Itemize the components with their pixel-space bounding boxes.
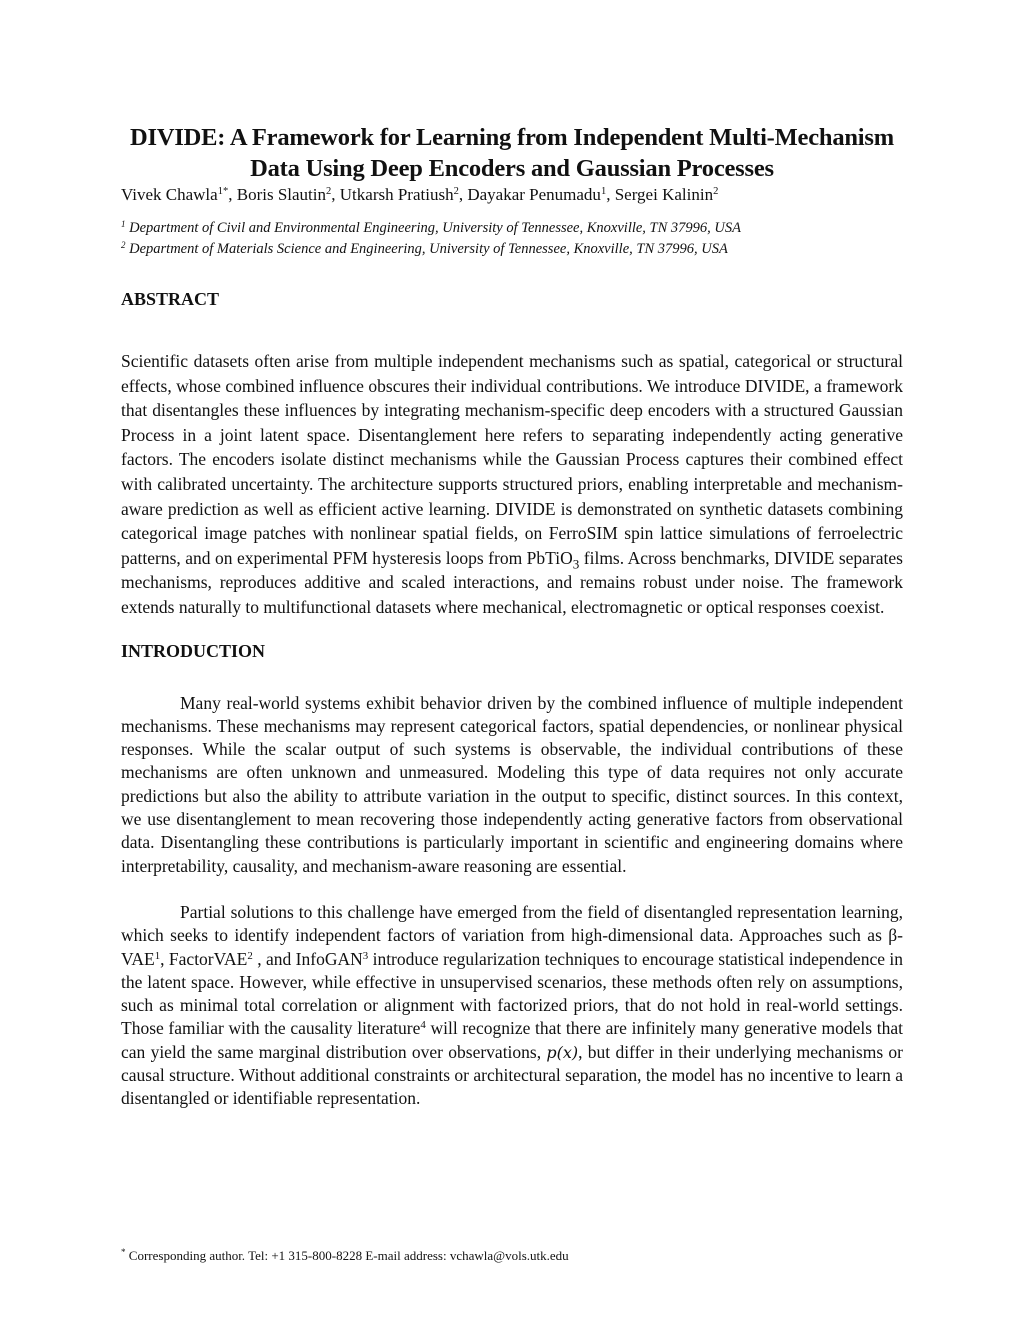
abstract-heading: ABSTRACT — [121, 289, 220, 309]
citation-marker: 3 — [362, 949, 369, 962]
formula-subscript: 3 — [572, 556, 580, 572]
citation-marker: 4 — [420, 1019, 426, 1032]
paper-title: DIVIDE: A Framework for Learning from Independent Multi-Mechanism Data Using Deep Encoders and Gaussian Processes — [130, 124, 894, 182]
footnote-text: Corresponding author. Tel: +1 315-800-8228 E-mail address: vchawla@vols.utk.edu — [125, 1248, 569, 1263]
abstract-text-continued: films. Across benchmarks, DIVIDE separates mechanisms, reproduces additive and scaled interactions, and remains robust under noise. The framework extends naturally to multifunctional datasets where mechanical, electromagnetic or optical responses coexist. — [121, 547, 903, 617]
paragraph-text: will recognize that there are infinitely many generative models that can yield the same marginal distribution over observations, — [121, 1018, 903, 1062]
citation-marker: 2 — [247, 949, 253, 962]
affiliation-list — [121, 218, 903, 260]
paragraph-text: introduce regularization techniques to encourage statistical independence in the latent space. However, while effective in unsupervised scenarios, these methods often rely on assumptions, such as minimal total correlation or alignment with factorized priors, that do not hold in real-world settings. Those familiar with the causality literature — [121, 948, 904, 1039]
affiliation-marker: 1 — [121, 219, 126, 230]
author-affiliation-marker: 1 — [600, 186, 607, 198]
author-affiliation-marker: 2 — [326, 186, 332, 198]
author-name: Vivek Chawla — [121, 185, 218, 204]
introduction-paragraph-1: Many real-world systems exhibit behavior driven by the combined influence of multiple independent mechanisms. These mechanisms may represent categorical factors, spatial dependencies, or nonlinear physical responses. While the scalar output of such systems is observable, the individual contributions of these mechanisms are often unknown and unmeasured. Modeling this type of data requires not only accurate predictions but also the ability to attribute variation in the output to specific, distinct sources. In this context, we use disentanglement to mean recovering those independently acting generative factors from observational data. Disentangling these contributions is particularly important in scientific and engineering domains where interpretability, causality, and mechanism-aware reasoning are essential. — [121, 692, 903, 876]
affiliation-text: Department of Civil and Environmental Engineering, University of Tennessee, Knoxville, TN 37996, USA — [129, 220, 741, 236]
affiliation-marker: 2 — [121, 240, 126, 251]
affiliation-line — [121, 218, 903, 239]
affiliation-line — [121, 239, 903, 260]
footnote-marker: * — [121, 1247, 126, 1257]
author-affiliation-marker: 2 — [713, 186, 719, 198]
author-affiliation-marker: 1* — [217, 186, 229, 198]
introduction-heading: INTRODUCTION — [121, 640, 266, 661]
author-list: Vivek Chawla$^{1*}$, Boris Slautin$^2$, Utkarsh Pratiush$^2$, Dayakar Penumadu$^1$, Sergei Kalinin$^2$ — [121, 185, 719, 204]
paragraph-text: Partial solutions to this challenge have emerged from the field of disentangled representation learning, which seeks to identify independent factors of variation from high-dimensional data. Approaches such as β-VAE — [121, 901, 903, 969]
math-expression: p(x) — [546, 1042, 579, 1062]
affiliation-text: Department of Materials Science and Engineering, University of Tennessee, Knoxville, TN 37996, USA — [129, 241, 728, 257]
corresponding-author-footnote — [121, 1248, 569, 1264]
abstract-text: Scientific datasets often arise from multiple independent mechanisms such as spatial, categorical or structural effects, whose combined influence obscures their individual contributions. We introduce DIVIDE, a framework that disentangles these influences by integrating mechanism-specific deep encoders with a structured Gaussian Process in a joint latent space. Disentanglement here refers to separating independently acting generative factors. The encoders isolate distinct mechanisms while the Gaussian Process captures their combined effect with calibrated uncertainty. The architecture supports structured priors, enabling interpretable and mechanism-aware prediction as well as efficient active learning. DIVIDE is demonstrated on synthetic datasets combining categorical image patches with nonlinear spatial fields, on FerroSIM spin lattice simulations of ferroelectric patterns, and on experimental PFM hysteresis loops from PbTiO — [121, 351, 903, 568]
paragraph-text: , but differ in their underlying mechanisms or causal structure. Without additional constraints or architectural separation, the model has no incentive to learn a disentangled or identifiable representation. — [121, 1041, 903, 1109]
introduction-paragraph-2 — [121, 901, 903, 1111]
citation-marker: 1 — [154, 949, 161, 962]
paragraph-text: , and InfoGAN — [252, 948, 363, 969]
author-name: Dayakar Penumadu — [467, 185, 601, 204]
abstract-paragraph — [121, 349, 903, 620]
author-name: Boris Slautin — [236, 185, 327, 204]
paragraph-text: , FactorVAE — [160, 948, 248, 969]
author-affiliation-marker: 2 — [453, 186, 459, 198]
author-name: Sergei Kalinin — [614, 185, 714, 204]
author-name: Utkarsh Pratiush — [339, 185, 454, 204]
paper-page — [121, 122, 903, 1111]
